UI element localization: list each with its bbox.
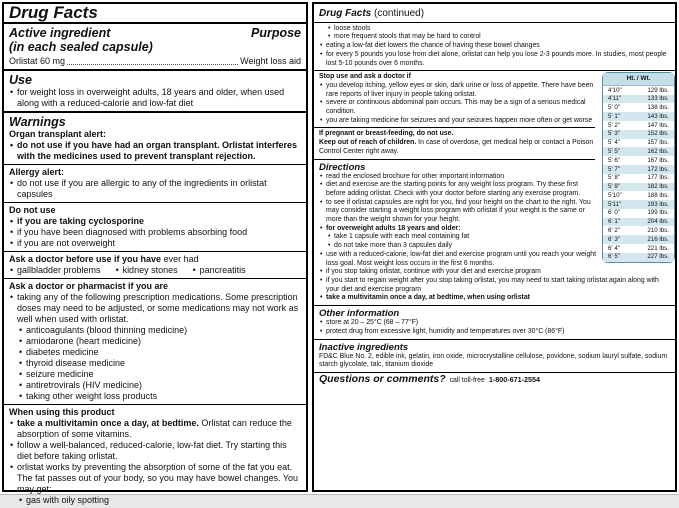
ask-pharmacist-label: Ask a doctor or pharmacist if you are <box>9 281 169 291</box>
ask-pharmacist-intro: • taking any of the following prescription medications. Some prescription doses may need to be adjusted, or some medications may not work as well when used with orlistat. <box>9 292 301 325</box>
list-item: • you are taking medicine for seizures and your seizures happen more often or get worse <box>319 117 670 126</box>
height-weight-row: 6' 1" 204 lbs. <box>603 218 674 227</box>
organ-alert-bullet: • do not use if you have had an organ transplant. Orlistat interferes with the medicines used to prevent transplant rejection. <box>9 140 301 162</box>
height-weight-row: 6' 0" 199 lbs. <box>608 209 669 217</box>
list-item: • taking other weight loss products <box>18 391 301 402</box>
list-item: • loose stools <box>327 25 670 34</box>
directions-sub-list <box>319 233 670 250</box>
list-item: • more frequent stools that may be hard to control <box>327 33 670 42</box>
height-weight-row: 5'10" 188 lbs. <box>608 191 669 199</box>
list-item: • diabetes medicine <box>18 347 301 358</box>
list-item: • you develop itching, yellow eyes or skin, dark urine or loss of appetite. There have been rare reports of liver injury in people taking orlistat. <box>319 82 670 99</box>
list-item: • amiodarone (heart medicine) <box>18 336 301 347</box>
when-using-label: When using this product <box>9 407 115 417</box>
height-weight-row: 5' 0" 138 lbs. <box>608 104 669 112</box>
ask-pharmacist-section <box>4 279 306 404</box>
active-ingredient-heading: Active ingredient <box>9 26 111 40</box>
stop-use-label: Stop use and ask a doctor if <box>319 73 411 81</box>
right-panel <box>312 2 677 492</box>
list-item: • do not take more than 3 capsules daily <box>327 242 670 251</box>
ingredient-name: Orlistat 60 mg <box>9 56 66 66</box>
height-weight-row: 5'11" 193 lbs. <box>603 200 674 209</box>
height-weight-row: 6' 2" 210 lbs. <box>608 227 669 235</box>
inactive-ingredients-text: FD&C Blue No. 2, edible ink, gelatin, iron oxide, microcrystalline cellulose, povidone, sodium lauryl sulfate, sodium starch glycolate, talc, titanium dioxide <box>319 352 668 369</box>
when-using-bullet-2: • follow a well-balanced, reduced-calorie, low-fat diet. Try starting this diet before taking orlistat. <box>9 440 301 462</box>
height-weight-row: 6' 3" 216 lbs. <box>603 235 674 244</box>
list-item: • kidney stones <box>115 265 178 276</box>
list-item: • for weight loss in overweight adults, 18 years and older, when used along with a reduced-calorie and low-fat diet <box>9 87 301 109</box>
pregnant-warning: If pregnant or breast-feeding, do not use. <box>319 130 454 138</box>
height-weight-row: 5' 9" 182 lbs. <box>603 183 674 192</box>
do-not-use-bold-item: • if you are taking cyclosporine <box>9 216 301 227</box>
list-item: • for every 5 pounds you lose from diet alone, orlistat can help you lose 2-3 pounds more. In studies, most people lost 5-10 pounds over 6 months. <box>319 51 670 68</box>
other-information-heading: Other information <box>319 308 400 320</box>
do-not-use-label: Do not use <box>9 205 56 215</box>
list-item: • thyroid disease medicine <box>18 358 301 369</box>
directions-bullet-3: • to see if orlistat capsules are right for you, find your height on the chart to the right. You may consider starting a weight loss program with orlistat if your weight is the same or more than the weight shown for your height. <box>319 199 670 225</box>
list-item: • eating a low-fat diet lowers the chance of having these bowel changes <box>319 42 670 51</box>
do-not-use-section <box>4 203 306 251</box>
height-weight-row: 5' 4" 157 lbs. <box>608 139 669 147</box>
warnings-section <box>4 113 306 164</box>
list-item: • gas with oily spotting <box>18 495 301 506</box>
directions-bullet-5: • use with a reduced-calorie, low-fat diet and exercise program until you reach your weight loss goal. Most weight loss occurs in the first 6 months. <box>319 251 670 268</box>
inactive-ingredients-section <box>314 340 675 372</box>
allergy-alert-section <box>4 165 306 202</box>
warnings-heading: Warnings <box>9 115 66 129</box>
height-weight-row: 6' 4" 221 lbs. <box>608 244 669 252</box>
use-list <box>9 87 301 109</box>
height-weight-header: Ht. / Wt. <box>603 73 674 86</box>
keep-out-warning: Keep out of reach of children. In case of overdose, get medical help or contact a Poison Control Center right away. <box>319 139 594 155</box>
height-weight-row: 6' 5" 227 lbs. <box>603 253 674 262</box>
other-information-list <box>319 319 670 336</box>
list-item: • severe or continuous abdominal pain occurs. This may be a sign of a serious medical condition. <box>319 99 670 116</box>
when-using-section <box>4 405 306 508</box>
left-panel <box>2 2 308 505</box>
directions-bullet-2: • diet and exercise are the starting points for any weight loss program. Try these first before adding orlistat. Check with your doctor before starting any exercise program. <box>319 181 670 198</box>
organ-alert-label: Organ transplant alert: <box>9 129 107 139</box>
directions-bullet-1: • read the enclosed brochure for other important information <box>319 173 670 182</box>
list-item: • take 1 capsule with each meal containing fat <box>327 233 670 242</box>
active-ingredient-subheading: (in each sealed capsule) <box>9 40 153 54</box>
list-item: • antiretrovirals (HIV medicine) <box>18 380 301 391</box>
list-item: • pancreatitis <box>192 265 246 276</box>
other-information-section <box>314 306 675 338</box>
bowel-changes-list <box>9 495 301 506</box>
wrap-zone <box>314 71 675 305</box>
use-heading: Use <box>9 73 32 87</box>
questions-section <box>314 373 675 389</box>
directions-bullet-8: • take a multivitamin once a day, at bedtime, when using orlistat <box>319 294 670 303</box>
height-weight-row: 5' 6" 167 lbs. <box>608 156 669 164</box>
height-weight-row: 5' 1" 143 lbs. <box>603 112 674 121</box>
do-not-use-list <box>9 227 301 249</box>
continued-list <box>319 42 670 68</box>
list-item: • if you are not overweight <box>9 238 301 249</box>
directions-bullet-7: • if you start to regain weight after you stop taking orlistat, you may need to start taking orlistat again along with your diet and exercise program <box>319 277 670 294</box>
purpose-value: Weight loss aid <box>240 56 301 66</box>
allergy-alert-label: Allergy alert: <box>9 167 65 177</box>
continued-sub-list <box>319 25 670 42</box>
prescription-med-list <box>9 325 301 402</box>
list-item: • gallbladder problems <box>9 265 101 276</box>
height-weight-row: 4'10" 129 lbs. <box>608 86 669 94</box>
when-using-bullet-1: • take a multivitamin once a day, at bedtime. Orlistat can reduce the absorption of some vitamins. <box>9 418 301 440</box>
inactive-ingredients-heading: Inactive ingredients <box>319 341 409 353</box>
questions-call-label: call toll-free <box>449 376 485 384</box>
active-ingredient-section <box>4 24 306 69</box>
list-item: • anticoagulants (blood thinning medicine) <box>18 325 301 336</box>
list-item: • seizure medicine <box>18 369 301 380</box>
purpose-heading: Purpose <box>250 26 301 40</box>
height-weight-row: 5' 2" 147 lbs. <box>608 121 669 129</box>
ask-doctor-label: Ask a doctor before use if you have ever had <box>9 254 199 264</box>
questions-phone: 1-800-671-2554 <box>488 374 540 384</box>
drug-facts-continued-title: Drug Facts (continued) <box>319 8 425 19</box>
directions-bullet-4: • for overweight adults 18 years and older: <box>319 225 670 234</box>
ask-doctor-list <box>9 265 301 276</box>
allergy-alert-bullet: • do not use if you are allergic to any of the ingredients in orlistat capsules <box>9 178 301 200</box>
stop-use-list <box>319 82 670 126</box>
ask-doctor-section <box>4 252 306 278</box>
use-section <box>4 71 306 111</box>
height-weight-row: 5' 8" 177 lbs. <box>608 174 669 182</box>
list-item: • store at 20 – 25°C (68 – 77°F) <box>319 319 670 328</box>
directions-heading: Directions <box>319 161 366 173</box>
list-item: • if you have been diagnosed with problems absorbing food <box>9 227 301 238</box>
height-weight-row: 5' 5" 162 lbs. <box>603 147 674 156</box>
directions-section <box>314 160 675 306</box>
when-using-bullet-3: • orlistat works by preventing the absorption of some of the fat you eat. The fat passes out of your body, so you may have bowel changes. You may get: <box>9 462 301 495</box>
directions-bullet-6: • if you stop taking orlistat, continue with your diet and exercise program <box>319 268 670 277</box>
drug-facts-title: Drug Facts <box>9 3 98 22</box>
height-weight-row: 5' 7" 172 lbs. <box>603 165 674 174</box>
height-weight-row: 4'11" 133 lbs. <box>603 95 674 104</box>
height-weight-row: 5' 3" 152 lbs. <box>603 130 674 139</box>
questions-heading: Questions or comments? <box>319 372 446 385</box>
dotted-leader <box>67 64 238 65</box>
list-item: • protect drug from excessive light, humidity and temperatures over 30°C (86°F) <box>319 328 670 337</box>
continued-section <box>314 23 675 71</box>
